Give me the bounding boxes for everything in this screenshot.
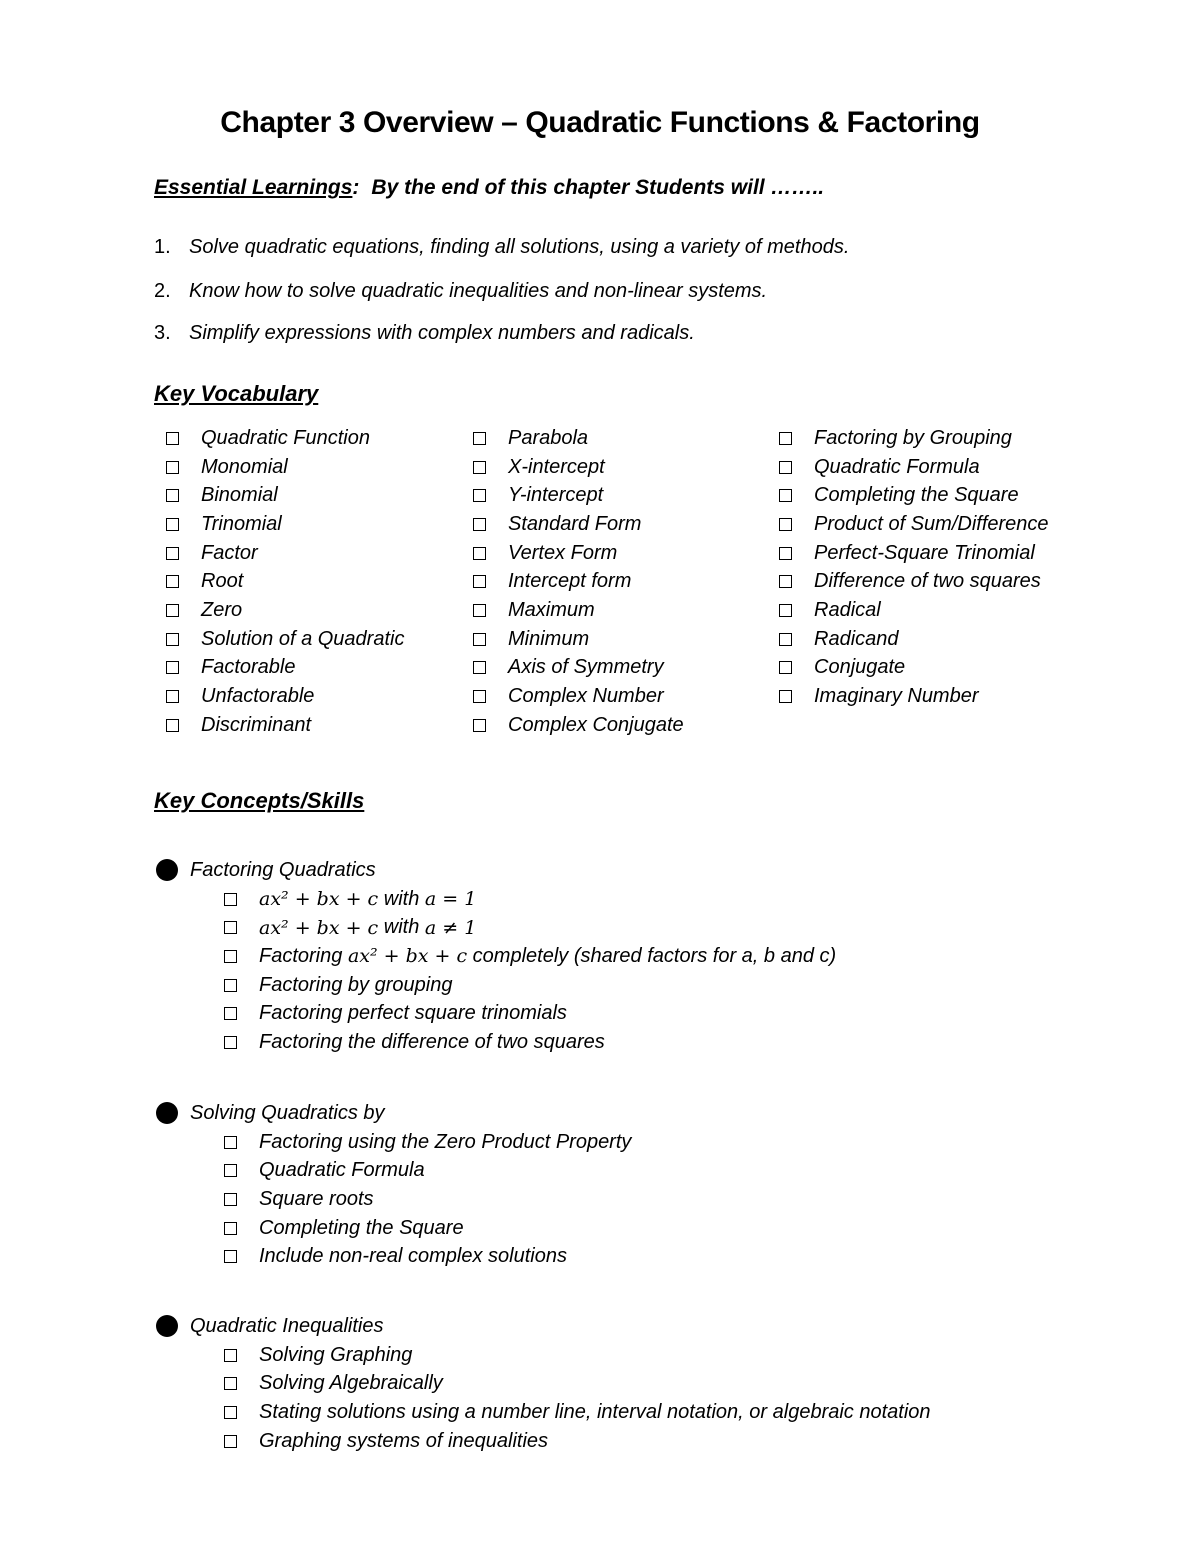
- checkbox-icon[interactable]: [473, 575, 486, 588]
- checkbox-icon[interactable]: [166, 661, 179, 674]
- vocab-item: Vertex Form: [473, 539, 684, 568]
- checkbox-icon[interactable]: [224, 921, 237, 934]
- concept-item: [224, 1341, 931, 1370]
- concept-group-solving: [154, 1098, 631, 1271]
- checkbox-icon[interactable]: [224, 1349, 237, 1362]
- checkbox-icon[interactable]: [473, 461, 486, 474]
- vocab-item: Standard Form: [473, 510, 684, 539]
- checkbox-icon[interactable]: [473, 661, 486, 674]
- vocab-item: Radical: [779, 596, 1049, 625]
- concept-item-text: Solving Graphing: [259, 1343, 413, 1366]
- checkbox-icon[interactable]: [166, 604, 179, 617]
- vocab-item: Factorable: [166, 654, 404, 683]
- concept-group-factoring: [154, 855, 836, 1057]
- concept-item: [224, 1214, 631, 1243]
- concept-item: [224, 1185, 631, 1214]
- checkbox-icon[interactable]: [779, 518, 792, 531]
- vocab-item: Parabola: [473, 424, 684, 453]
- checkbox-icon[interactable]: [779, 575, 792, 588]
- checkbox-icon[interactable]: [779, 604, 792, 617]
- bullet-icon: [156, 1315, 178, 1337]
- vocab-column-1: [166, 424, 404, 740]
- concept-group-title: Factoring Quadratics: [190, 858, 376, 881]
- vocab-column-3: [779, 424, 1049, 711]
- vocab-item: Root: [166, 567, 404, 596]
- concept-item-text: Quadratic Formula: [259, 1159, 425, 1182]
- vocab-item: X-intercept: [473, 453, 684, 482]
- essential-learnings-label: Essential Learnings: [154, 176, 353, 199]
- vocab-item: Zero: [166, 596, 404, 625]
- vocab-item: Completing the Square: [779, 481, 1049, 510]
- checkbox-icon[interactable]: [224, 1007, 237, 1020]
- concept-item-text: with: [378, 887, 425, 910]
- vocab-item: Trinomial: [166, 510, 404, 539]
- vocab-item: Quadratic Formula: [779, 453, 1049, 482]
- objective-item: [154, 280, 767, 303]
- concept-item: [224, 914, 836, 943]
- concept-item: [224, 1370, 931, 1399]
- math-expression: ax² + bx + c: [259, 916, 379, 939]
- vocab-item: Minimum: [473, 625, 684, 654]
- essential-learnings-intro: By the end of this chapter Students will ……..: [371, 176, 825, 199]
- vocab-item: Product of Sum/Difference: [779, 510, 1049, 539]
- checkbox-icon[interactable]: [166, 690, 179, 703]
- vocab-item: Complex Conjugate: [473, 711, 684, 740]
- checkbox-icon[interactable]: [779, 461, 792, 474]
- vocab-item: Maximum: [473, 596, 684, 625]
- concept-item-text: completely (shared factors for a, b and c): [467, 944, 837, 967]
- concept-item: [224, 885, 836, 914]
- concept-item: [224, 1242, 631, 1271]
- math-expression: ax² + bx + c: [259, 888, 379, 911]
- bullet-icon: [156, 859, 178, 881]
- concept-item: [224, 1128, 631, 1157]
- concept-item-text: Include non-real complex solutions: [259, 1245, 567, 1268]
- checkbox-icon[interactable]: [224, 1036, 237, 1049]
- objective-text: Know how to solve quadratic inequalities and non-linear systems.: [189, 280, 768, 302]
- vocab-item: Difference of two squares: [779, 567, 1049, 596]
- checkbox-icon[interactable]: [224, 893, 237, 906]
- concept-group-title-row: [154, 1098, 631, 1128]
- checkbox-icon[interactable]: [473, 547, 486, 560]
- objective-number: 2.: [154, 280, 171, 302]
- concept-item-text: Stating solutions using a number line, interval notation, or algebraic notation: [259, 1400, 931, 1423]
- concept-item: [224, 942, 836, 971]
- concept-item: [224, 1398, 931, 1427]
- concept-group-title: Quadratic Inequalities: [190, 1314, 384, 1337]
- vocab-item: Monomial: [166, 453, 404, 482]
- checkbox-icon[interactable]: [166, 432, 179, 445]
- checkbox-icon[interactable]: [224, 1406, 237, 1419]
- concept-group-title: Solving Quadratics by: [190, 1101, 385, 1124]
- objective-text: Solve quadratic equations, finding all solutions, using a variety of methods.: [189, 236, 850, 258]
- checkbox-icon[interactable]: [779, 661, 792, 674]
- vocab-item: Intercept form: [473, 567, 684, 596]
- concept-item-text: Factoring using the Zero Product Property: [259, 1130, 632, 1153]
- vocab-item: Conjugate: [779, 654, 1049, 683]
- objective-number: 3.: [154, 322, 171, 344]
- bullet-icon: [156, 1102, 178, 1124]
- essential-learnings-line: [154, 176, 824, 200]
- concept-item: [224, 1028, 836, 1057]
- concept-item-text: Factoring perfect square trinomials: [259, 1002, 567, 1025]
- checkbox-icon[interactable]: [779, 432, 792, 445]
- concept-item-prefix: Factoring: [259, 944, 348, 967]
- checkbox-icon[interactable]: [224, 1193, 237, 1206]
- objective-text: Simplify expressions with complex numbers and radicals.: [189, 322, 695, 344]
- checkbox-icon[interactable]: [166, 575, 179, 588]
- checkbox-icon[interactable]: [166, 489, 179, 502]
- checkbox-icon[interactable]: [473, 518, 486, 531]
- checkbox-icon[interactable]: [166, 547, 179, 560]
- checkbox-icon[interactable]: [166, 518, 179, 531]
- checkbox-icon[interactable]: [224, 1377, 237, 1390]
- checkbox-icon[interactable]: [473, 690, 486, 703]
- vocab-item: Y-intercept: [473, 481, 684, 510]
- vocab-item: Unfactorable: [166, 682, 404, 711]
- checkbox-icon[interactable]: [473, 719, 486, 732]
- concept-item-text: Graphing systems of inequalities: [259, 1429, 549, 1452]
- checkbox-icon[interactable]: [779, 489, 792, 502]
- checkbox-icon[interactable]: [473, 633, 486, 646]
- vocab-item: Perfect-Square Trinomial: [779, 539, 1049, 568]
- checkbox-icon[interactable]: [224, 979, 237, 992]
- checkbox-icon[interactable]: [224, 1222, 237, 1235]
- checkbox-icon[interactable]: [473, 604, 486, 617]
- concept-item-text: Factoring the difference of two squares: [259, 1030, 605, 1053]
- concept-item-text: Factoring by grouping: [259, 973, 453, 996]
- concept-item: [224, 971, 836, 1000]
- checkbox-icon[interactable]: [224, 1435, 237, 1448]
- vocab-item: Discriminant: [166, 711, 404, 740]
- concept-item-text: with: [378, 916, 425, 939]
- concept-item-text: Solving Algebraically: [259, 1372, 443, 1395]
- vocab-item: Complex Number: [473, 682, 684, 711]
- vocab-item: Radicand: [779, 625, 1049, 654]
- checkbox-icon[interactable]: [779, 690, 792, 703]
- concept-item: [224, 1427, 931, 1456]
- concept-item-text: Completing the Square: [259, 1216, 464, 1239]
- checkbox-icon[interactable]: [166, 719, 179, 732]
- concept-item: [224, 1157, 631, 1186]
- key-concepts-heading: Key Concepts/Skills: [154, 788, 365, 813]
- math-condition: a = 1: [424, 888, 477, 911]
- page-title: Chapter 3 Overview – Quadratic Functions & Factoring: [220, 106, 980, 139]
- checkbox-icon[interactable]: [166, 461, 179, 474]
- checkbox-icon[interactable]: [166, 633, 179, 646]
- math-expression: ax² + bx + c: [347, 945, 468, 968]
- objective-number: 1.: [154, 236, 171, 258]
- checkbox-icon[interactable]: [224, 1250, 237, 1263]
- checkbox-icon[interactable]: [224, 950, 237, 963]
- checkbox-icon[interactable]: [779, 633, 792, 646]
- key-vocabulary-heading: Key Vocabulary: [154, 381, 319, 406]
- objective-item: [154, 236, 849, 259]
- checkbox-icon[interactable]: [779, 547, 792, 560]
- vocab-item: Imaginary Number: [779, 682, 1049, 711]
- concept-group-title-row: [154, 1311, 931, 1341]
- vocab-item: Factoring by Grouping: [779, 424, 1049, 453]
- vocab-item: Factor: [166, 539, 404, 568]
- vocab-item: Axis of Symmetry: [473, 654, 684, 683]
- vocab-column-2: [473, 424, 684, 740]
- checkbox-icon[interactable]: [224, 1136, 237, 1149]
- vocab-item: Quadratic Function: [166, 424, 404, 453]
- math-condition: a ≠ 1: [424, 916, 477, 939]
- concept-group-title-row: [154, 855, 836, 885]
- objective-item: [154, 322, 695, 345]
- checkbox-icon[interactable]: [473, 432, 486, 445]
- vocab-item: Solution of a Quadratic: [166, 625, 404, 654]
- concept-item: [224, 999, 836, 1028]
- concept-item-text: Square roots: [259, 1187, 374, 1210]
- checkbox-icon[interactable]: [224, 1164, 237, 1177]
- essential-learnings-colon: :: [352, 176, 360, 199]
- checkbox-icon[interactable]: [473, 489, 486, 502]
- concept-group-inequalities: [154, 1311, 931, 1455]
- vocab-item: Binomial: [166, 481, 404, 510]
